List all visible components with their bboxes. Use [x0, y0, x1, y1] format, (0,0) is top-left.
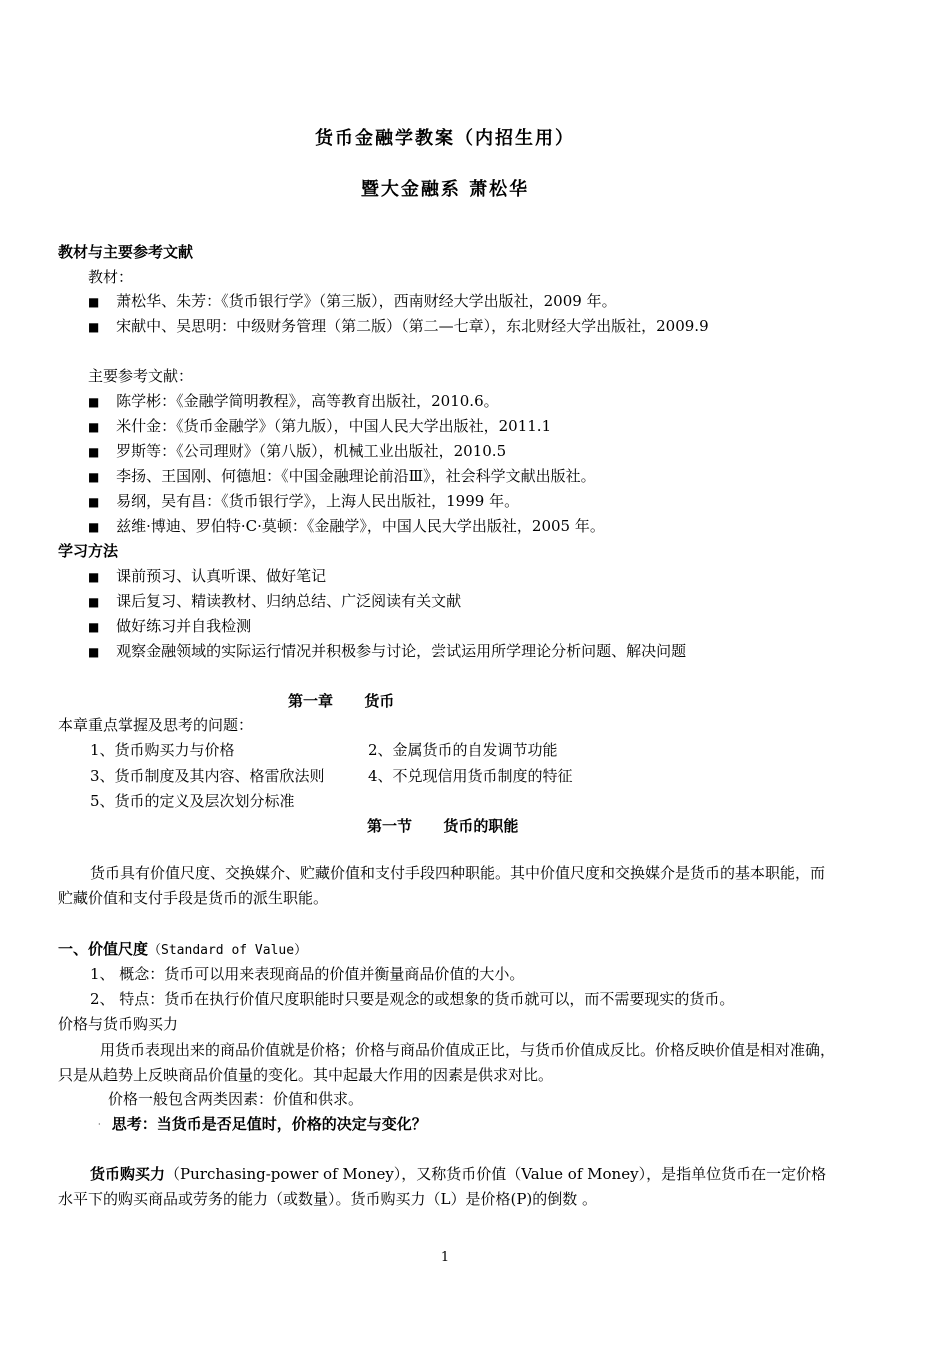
list-item: ■ 李扬、王国刚、何德旭：《中国金融理论前沿Ⅲ》，社会科学文献出版社。 [88, 467, 596, 485]
list-item: ■ 萧松华、朱芳：《货币银行学》（第三版），西南财经大学出版社，2009 年。 [88, 292, 617, 310]
square-bullet-icon: ■ [88, 495, 100, 509]
list-item: ■ 课后复习、精读教材、归纳总结、广泛阅读有关文献 [88, 592, 462, 610]
square-bullet-icon: ■ [88, 295, 100, 309]
list-item: ■ 罗斯等：《公司理财》（第八版），机械工业出版社，2010.5 [88, 442, 507, 460]
textbook-label: 教材： [88, 268, 134, 286]
author-line: 暨大金融系 萧松华 [360, 179, 530, 200]
question-item: 5、货币的定义及层次划分标准 [90, 792, 295, 810]
question-item: 4、不兑现信用货币制度的特征 [368, 767, 573, 785]
feature-line: 2、 特点：货币在执行价值尺度职能时只要是观念的或想象的货币就可以，而不需要现实的货币。 [90, 990, 735, 1008]
questions-label: 本章重点掌握及思考的问题： [58, 716, 254, 734]
question-item: 2、金属货币的自发调节功能 [368, 741, 558, 759]
list-item: ■ 课前预习、认真听课、做好笔记 [88, 567, 327, 585]
purchasing-power-paragraph: 货币购买力（Purchasing-power of Money），又称货币价值（Value of Money），是指单位货币在一定价格水平下的购买商品或劳务的能力（或数量）。货币购买力（L）是价格(P)的倒数 。 [58, 1165, 827, 1208]
main-refs-label: 主要参考文献： [88, 367, 194, 385]
chapter-title: 第一章 货币 [288, 692, 395, 710]
square-bullet-icon: ■ [88, 445, 100, 459]
list-item: ■ 米什金：《货币金融学》（第九版），中国人民大学出版社，2011.1 [88, 417, 552, 435]
section-title: 第一节 货币的职能 [367, 817, 519, 835]
question-item: 1、货币购买力与价格 [90, 741, 235, 759]
intro-paragraph: 货币具有价值尺度、交换媒介、贮藏价值和支付手段四种职能。其中价值尺度和交换媒介是货币的基本职能，而贮藏价值和支付手段是货币的派生职能。 [58, 864, 826, 907]
concept-line: 1、 概念：货币可以用来表现商品的价值并衡量商品价值的大小。 [90, 965, 525, 983]
page-number: 1 [440, 1250, 450, 1265]
document-title: 货币金融学教案（内招生用） [315, 128, 575, 149]
question-item: 3、货币制度及其内容、格雷欣法则 [90, 767, 325, 785]
value-heading: 一、价值尺度 [58, 940, 149, 958]
think-line: · 思考：当货币是否足值时，价格的决定与变化？ [98, 1115, 427, 1133]
square-bullet-icon: ■ [88, 520, 100, 534]
price-factors-line: 价格一般包含两类因素：价值和供求。 [108, 1090, 364, 1108]
square-bullet-icon: ■ [88, 595, 100, 609]
list-item: ■ 兹维·博迪、罗伯特·C·莫顿：《金融学》，中国人民大学出版社，2005 年。 [88, 517, 605, 535]
square-bullet-icon: ■ [88, 645, 100, 659]
square-bullet-icon: ■ [88, 420, 100, 434]
list-item: ■ 观察金融领域的实际运行情况并积极参与讨论，尝试运用所学理论分析问题、解决问题 [88, 642, 687, 660]
list-item: ■ 做好练习并自我检测 [88, 617, 252, 635]
list-item: ■ 易纲，吴有昌：《货币银行学》，上海人民出版社，1999 年。 [88, 492, 520, 510]
method-heading: 学习方法 [58, 542, 119, 560]
value-heading-en: （Standard of Value） [148, 943, 308, 958]
square-bullet-icon: ■ [88, 320, 100, 334]
square-bullet-icon: ■ [88, 570, 100, 584]
price-paragraph: 用货币表现出来的商品价值就是价格；价格与商品价值成正比，与货币价值成反比。价格反映价值是相对准确，只是从趋势上反映商品价值量的变化。其中起最大作用的因素是供求对比。 [58, 1041, 836, 1084]
list-item: ■ 宋献中、吴思明：中级财务管理（第二版）（第二—七章），东北财经大学出版社，2009.9 [88, 317, 709, 335]
value-heading-line [58, 938, 307, 962]
dot-bullet-icon: · [98, 1120, 101, 1129]
square-bullet-icon: ■ [88, 395, 100, 409]
square-bullet-icon: ■ [88, 620, 100, 634]
list-item: ■ 陈学彬：《金融学简明教程》，高等教育出版社，2010.6。 [88, 392, 499, 410]
square-bullet-icon: ■ [88, 470, 100, 484]
refs-heading: 教材与主要参考文献 [58, 243, 194, 261]
price-subheading: 价格与货币购买力 [58, 1015, 179, 1033]
